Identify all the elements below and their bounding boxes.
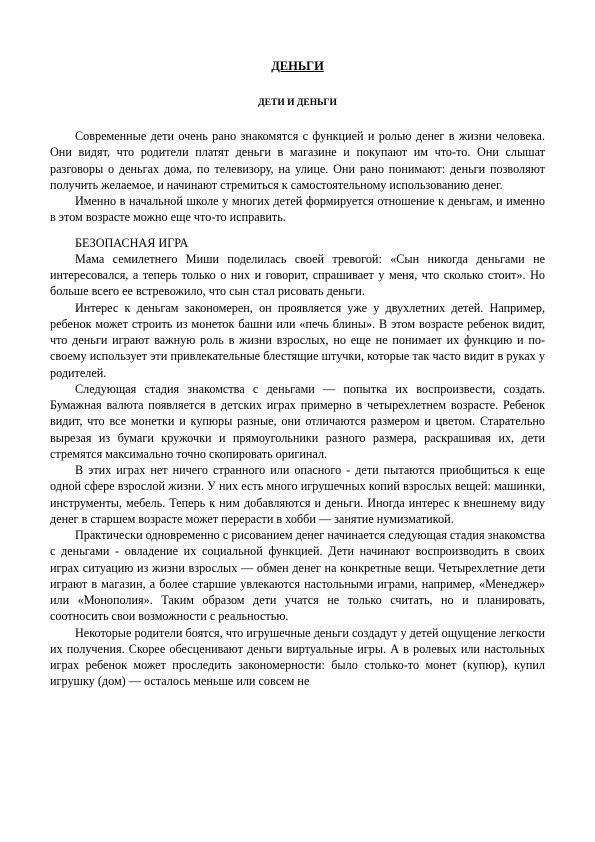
section-paragraph: Некоторые родители боятся, что игрушечные деньги создадут у детей ощущение легкости их получения. Скорее обесценивают деньги виртуальные игры. А в ролевых или настольных играх ребенок может проследить закономерности: было столько-то монет (купюр), купил игрушку (дом) — осталось меньше или совсем не <box>50 625 545 689</box>
section-paragraph: Интерес к деньгам закономерен, он проявляется уже у двухлетних детей. Например, ребенок может строить из монеток башни или «печь блины». В этом возрасте ребенок видит, что деньги играют важную роль в жизни взрослых, но еще не понимает их функцию и по-своему использует эти привлекательные блестящие штучки, которые так часто видит в руках у родителей. <box>50 300 545 380</box>
section-paragraph: Следующая стадия знакомства с деньгами — попытка их воспроизвести, создать. Бумажная валюта появляется в детских играх примерно в четырехлетнем возрасте. Ребенок видит, что все монетки и купюры разные, они отличаются размером и цветом. Старательно вырезая из бумаги кружочки и прямоугольники разного размера, раскрашивая их, дети стремятся максимально точно скопировать оригинал. <box>50 381 545 461</box>
page-subtitle: ДЕТИ И ДЕНЬГИ <box>258 98 337 108</box>
section-paragraph: Мама семилетнего Миши поделилась своей тревогой: «Сын никогда деньгами не интересовался, а теперь только о них и говорит, спрашивает у меня, что сколько стоит». Но больше всего ее встревожило, что сын стал рисовать деньги. <box>50 251 545 299</box>
intro-paragraph: Современные дети очень рано знакомятся с функцией и ролью денег в жизни человека. Они видят, что родители платят деньги в магазине и покупают им что-то. Они слышат разговоры о деньгах дома, по телевизору, на улице. Они рано понимают: деньги позволяют получить желаемое, и начинают стремиться к самостоятельному использованию денег. <box>50 129 545 192</box>
article-body <box>50 128 545 690</box>
section-paragraph: Практически одновременно с рисованием денег начинается следующая стадия знакомства с деньгами - овладение их социальной функцией. Дети начинают воспроизводить в своих играх ситуацию из жизни взрослых — обмен денег на конкретные вещи. Четырехлетние дети играют в магазин, а более старшие увлекаются настольными играми, например, «Менеджер» или «Монополия». Таким образом дети учатся не только считать, но и планировать, соотносить свои возможности с реальностью. <box>50 528 545 624</box>
intro-paragraph: Именно в начальной школе у многих детей формируется отношение к деньгам, и именно в этом возрасте можно еще что-то исправить. <box>50 194 545 225</box>
section-paragraph: В этих играх нет ничего странного или опасного - дети пытаются приобщиться к еще одной сфере взрослой жизни. У них есть много игрушечных копий взрослых вещей: машинки, инструменты, мебель. Теперь к ним добавляются и деньги. Иногда интерес к внешнему виду денег в старшем возрасте может перерасти в хобби — занятие нумизматикой. <box>50 463 545 526</box>
section-heading: БЕЗОПАСНАЯ ИГРА <box>75 235 189 250</box>
page-title: ДЕНЬГИ <box>271 59 324 73</box>
